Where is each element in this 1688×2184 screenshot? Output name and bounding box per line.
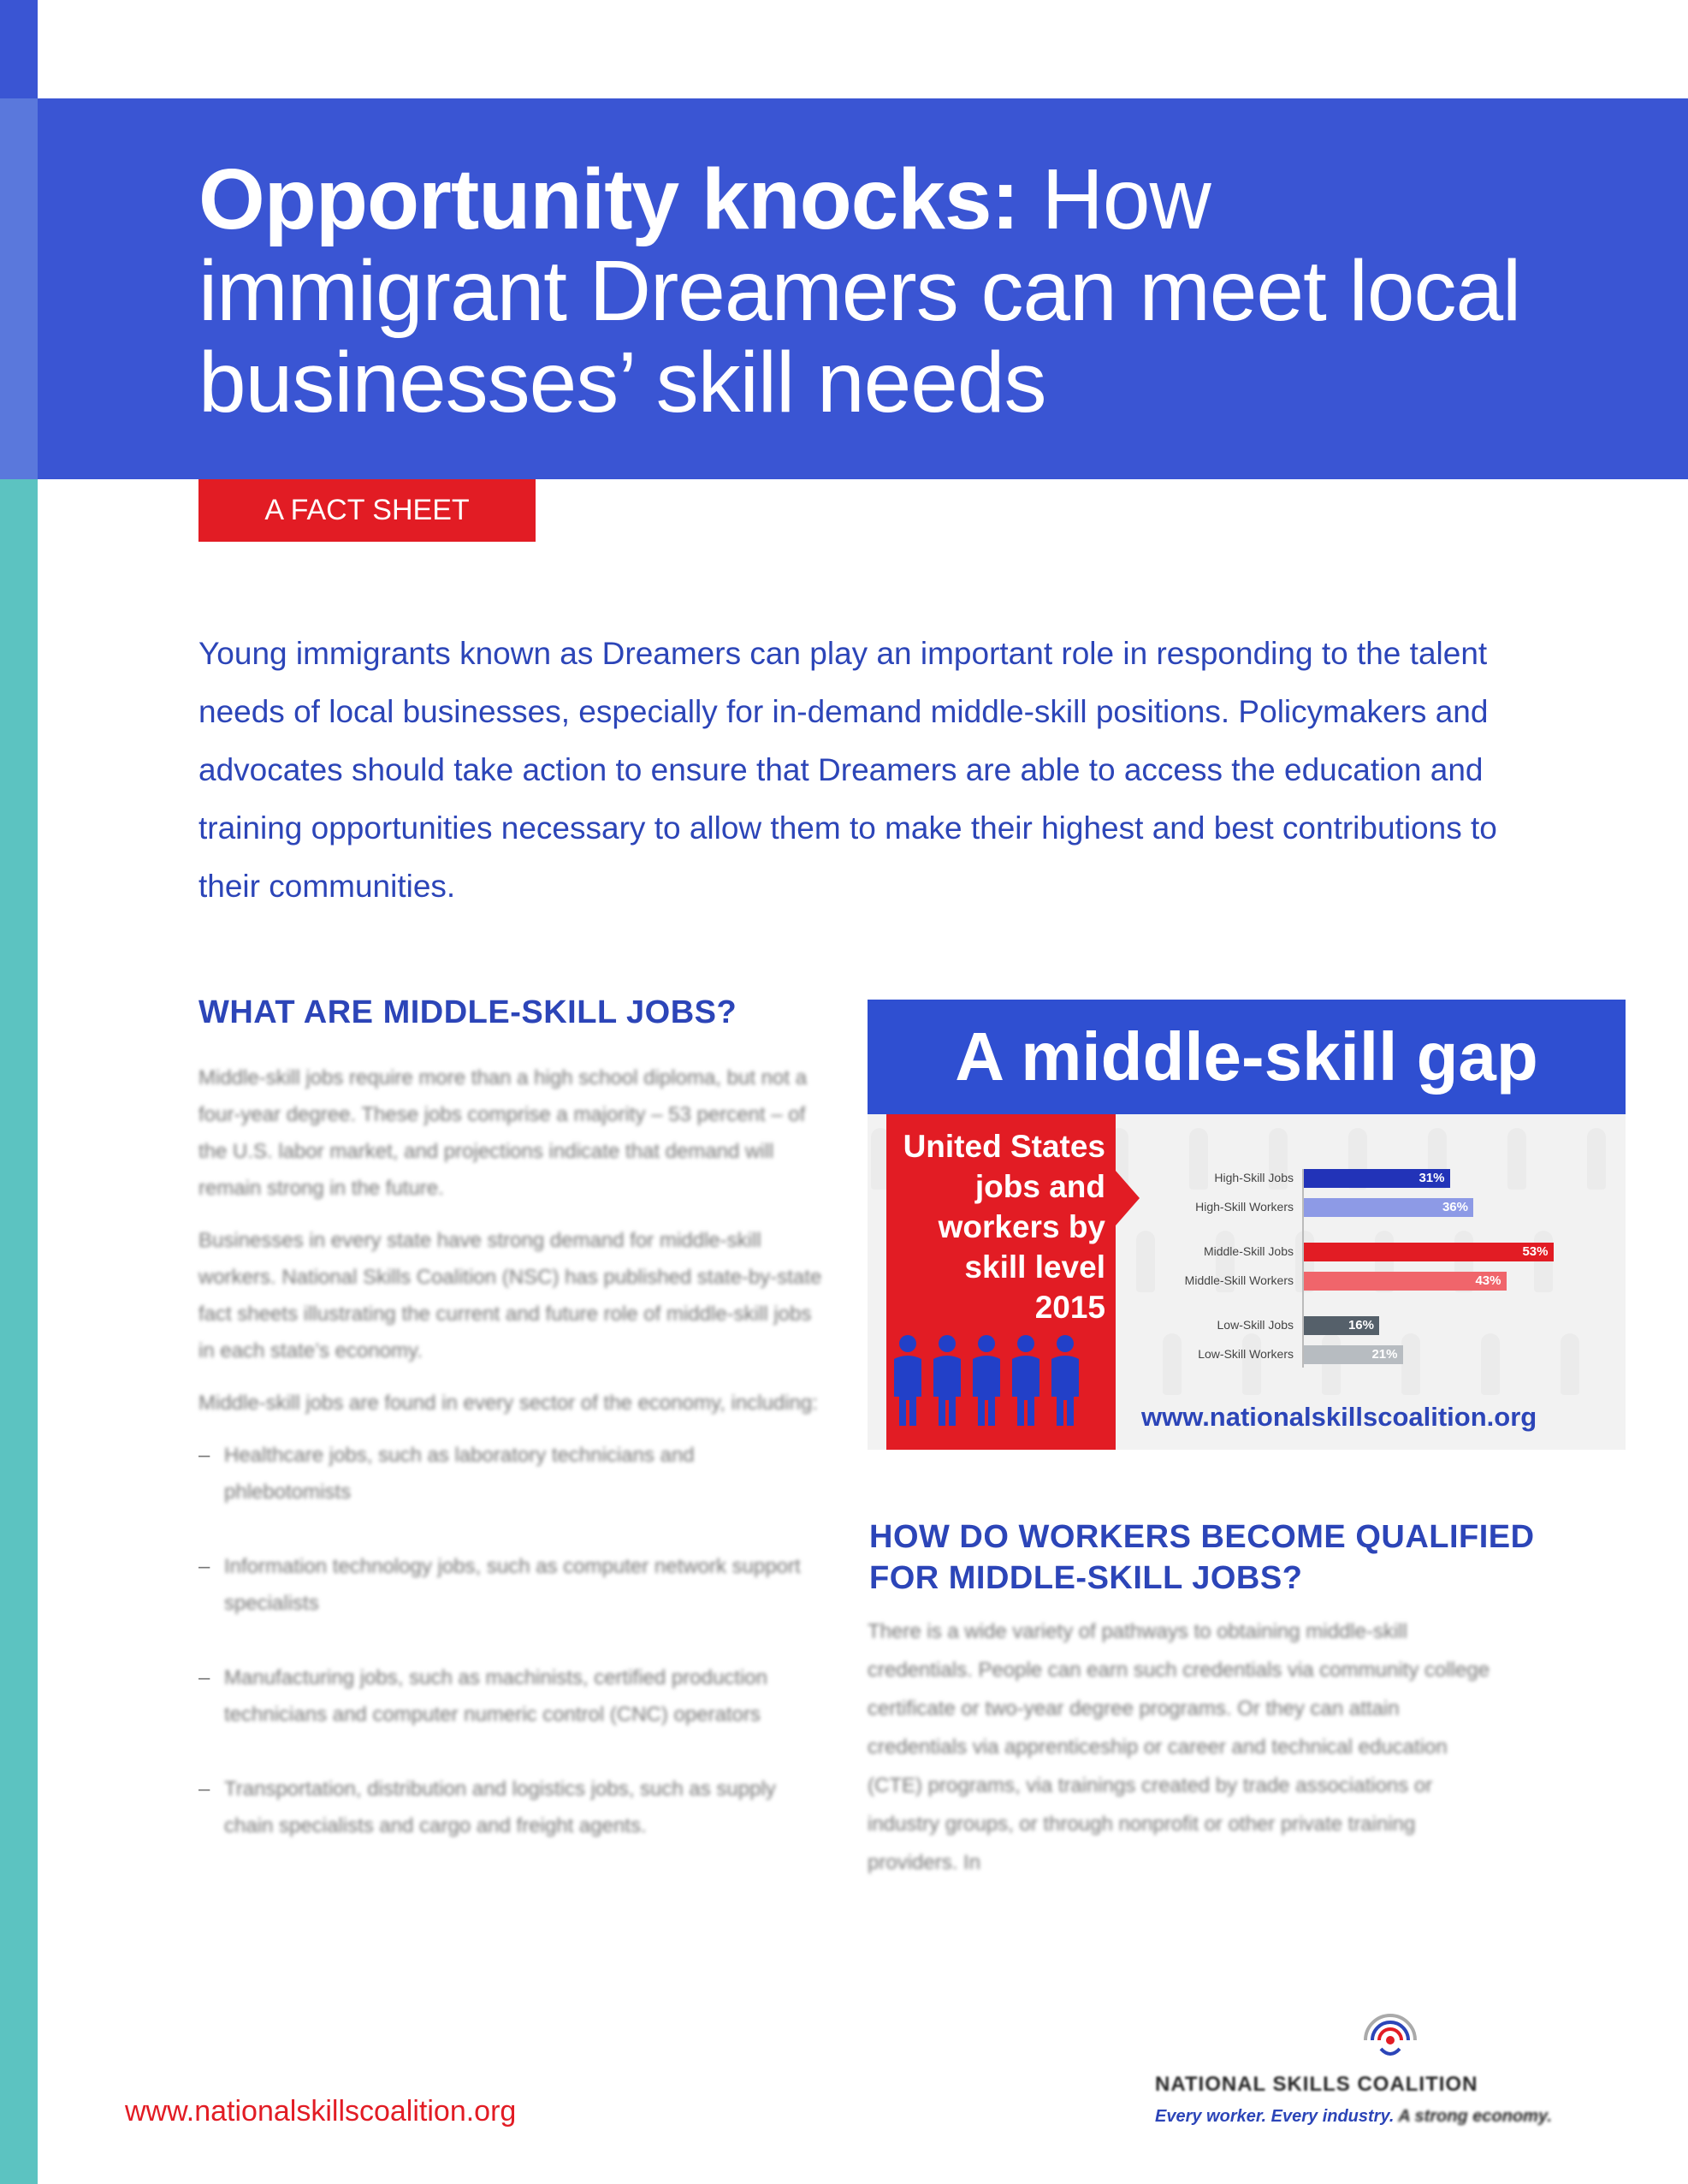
side-strip-top	[0, 0, 38, 98]
left-paragraph: Middle-skill jobs are found in every sector of the economy, including:	[198, 1392, 818, 1415]
side-strip-teal	[0, 479, 38, 2184]
logo-name: NATIONAL SKILLS COALITION	[1155, 2073, 1478, 2096]
subtitle-line: workers by	[938, 1209, 1105, 1244]
background-figure	[1242, 1333, 1261, 1395]
subtitle-line: 2015	[1034, 1290, 1105, 1325]
side-strip-blue	[0, 98, 38, 479]
background-figure	[1322, 1333, 1341, 1395]
person-icon	[1049, 1333, 1081, 1427]
list-item: – Transportation, distribution and logistics jobs, such as supply chain specialists and cargo and freight agents.	[198, 1771, 823, 1844]
bullet-text: Transportation, distribution and logistics jobs, such as supply chain specialists and cargo and freight agents.	[224, 1777, 776, 1837]
bar-value-label: 53%	[1522, 1244, 1549, 1259]
background-figure	[1163, 1333, 1182, 1395]
person-icon	[970, 1333, 1003, 1427]
list-item: – Information technology jobs, such as computer network support specialists	[198, 1548, 823, 1622]
bar-value-label: 21%	[1371, 1347, 1398, 1362]
wifi-signal-icon	[1360, 2006, 1420, 2066]
left-paragraph: Businesses in every state have strong demand for middle-skill workers. National Skills Coalition (NSC) has published state-by-state fact sheets illustrating the current and future role of middle-skill jobs in each state’s economy.	[198, 1229, 822, 1362]
bar-label: High-Skill Jobs	[1214, 1171, 1294, 1184]
infographic-subtitle	[886, 1126, 1105, 1327]
title-bold: Opportunity knocks:	[198, 151, 1019, 247]
infographic-title: A middle-skill gap	[955, 1018, 1538, 1095]
footer-url[interactable]: www.nationalskillscoalition.org	[125, 2095, 517, 2128]
page-title	[198, 151, 1550, 430]
left-paragraph: Middle-skill jobs require more than a high school diploma, but not a four-year degree. These jobs comprise a majority – 53 percent – of the U.S. labor market, and projections indicate that demand will remain strong in the future.	[198, 1066, 808, 1200]
bar-value-label: 36%	[1442, 1200, 1468, 1214]
bar	[1304, 1345, 1403, 1364]
logo-tagline-main: Every worker. Every industry.	[1155, 2107, 1395, 2126]
bullet-text: Healthcare jobs, such as laboratory technicians and phlebotomists	[224, 1444, 695, 1504]
bar-value-label: 31%	[1419, 1171, 1445, 1185]
list-item: – Manufacturing jobs, such as machinists, certified production technicians and computer numeric control (CNC) operators	[198, 1659, 823, 1733]
person-icon	[891, 1333, 924, 1427]
right-heading-line: FOR MIDDLE-SKILL JOBS?	[869, 1560, 1303, 1596]
bar	[1304, 1243, 1554, 1261]
bar-label: Middle-Skill Workers	[1184, 1273, 1294, 1287]
right-paragraph: There is a wide variety of pathways to obtaining middle-skill credentials. People can earn such credentials via community college certificate or two-year degree programs. Or they can attain credentials via apprenticeship or career and technical education (CTE) programs, via trainings created by trade associations or industry groups, or through nonprofit or other private training providers. In	[868, 1620, 1490, 1874]
person-icon	[1010, 1333, 1042, 1427]
logo-tagline-rest: A strong economy.	[1398, 2107, 1552, 2126]
subtitle-line: jobs and	[974, 1169, 1105, 1204]
bar-value-label: 43%	[1475, 1273, 1501, 1288]
bullet-text: Information technology jobs, such as computer network support specialists	[224, 1555, 801, 1615]
infographic	[868, 1000, 1626, 1450]
title-rest: How immigrant Dreamers can meet local businesses’ skill needs	[198, 151, 1521, 430]
bar-value-label: 16%	[1347, 1318, 1374, 1332]
background-figure	[1587, 1128, 1606, 1190]
fact-sheet-tag: A FACT SHEET	[198, 479, 536, 542]
background-figure	[1534, 1231, 1553, 1292]
right-heading-line: HOW DO WORKERS BECOME QUALIFIED	[869, 1519, 1535, 1555]
background-figure	[1561, 1333, 1579, 1395]
intro-paragraph: Young immigrants known as Dreamers can play an important role in responding to the talent needs of local businesses, especially for in-demand middle-skill positions. Policymakers and advocates should take action to ensure that Dreamers are able to access the education and training opportunities necessary to allow them to make their highest and best contributions to their communities.	[198, 636, 1497, 904]
bullet-list	[198, 1437, 823, 1844]
bar-label: Low-Skill Workers	[1198, 1347, 1294, 1361]
bullet-text: Manufacturing jobs, such as machinists, certified production technicians and computer numeric control (CNC) operators	[224, 1666, 767, 1726]
bar	[1304, 1316, 1379, 1335]
infographic-url: www.nationalskillscoalition.org	[1141, 1402, 1537, 1432]
list-item: – Healthcare jobs, such as laboratory technicians and phlebotomists	[198, 1437, 823, 1510]
subtitle-line: skill level	[964, 1249, 1105, 1285]
background-figure	[1507, 1128, 1526, 1190]
right-heading	[869, 1516, 1554, 1599]
background-figure	[1401, 1333, 1420, 1395]
right-column	[868, 1612, 1501, 1897]
background-figure	[1481, 1333, 1500, 1395]
bar	[1304, 1169, 1450, 1188]
bar-label: Middle-Skill Jobs	[1203, 1244, 1294, 1258]
bar-label: High-Skill Workers	[1195, 1200, 1294, 1214]
nsc-logo	[1155, 2006, 1552, 2126]
bar-label: Low-Skill Jobs	[1217, 1318, 1294, 1332]
infographic-header	[868, 1000, 1626, 1114]
left-heading: WHAT ARE MIDDLE-SKILL JOBS?	[198, 994, 737, 1030]
left-column	[198, 1059, 823, 1882]
person-icon	[931, 1333, 963, 1427]
subtitle-line: United States	[903, 1129, 1105, 1164]
bar	[1304, 1198, 1473, 1217]
logo-tagline	[1155, 2107, 1552, 2127]
bar	[1304, 1272, 1507, 1291]
